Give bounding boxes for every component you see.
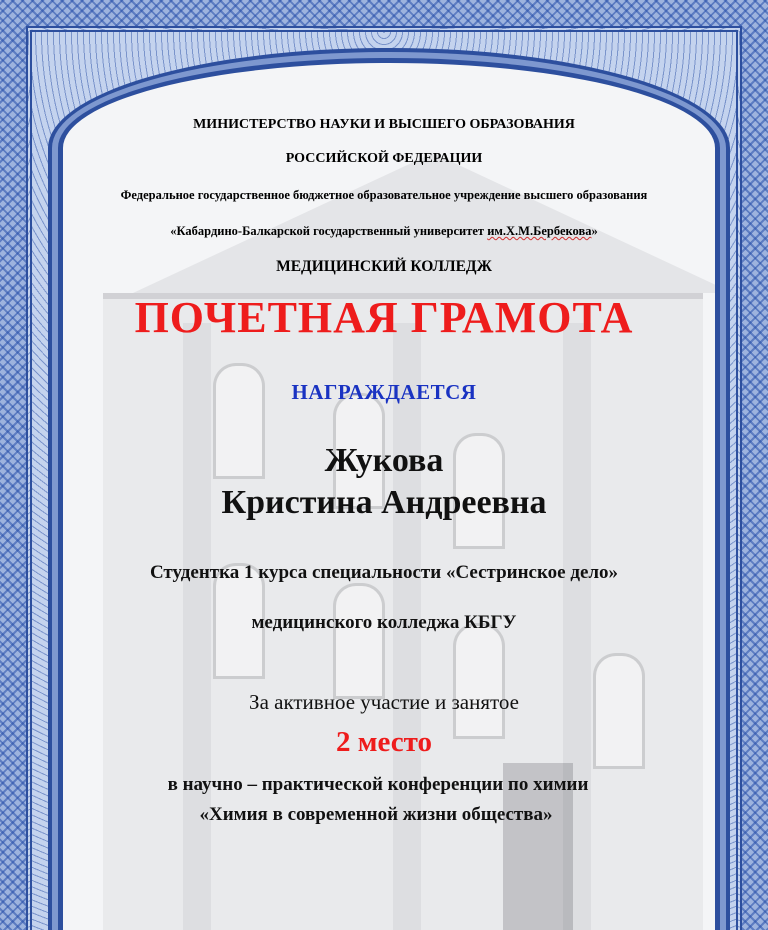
place-awarded: 2 место [336, 726, 432, 758]
event-line-2: «Химия в современной жизни общества» [199, 804, 553, 825]
award-reason: За активное участие и занятое [249, 690, 519, 714]
university-name-prefix: «Кабардино-Балкарской государственный университет [170, 224, 488, 238]
university-name [58, 224, 710, 239]
recipient-surname: Жукова [324, 442, 444, 479]
student-description: Студентка 1 курса специальности «Сестринское дело» [149, 562, 619, 583]
ministry-line-1: МИНИСТЕРСТВО НАУКИ И ВЫСШЕГО ОБРАЗОВАНИЯ [193, 117, 575, 132]
ministry-line-2: РОССИЙСКОЙ ФЕДЕРАЦИИ [285, 151, 483, 166]
recipient-given-names: Кристина Андреевна [221, 484, 547, 521]
certificate-text [58, 0, 710, 930]
awarded-label: НАГРАЖДАЕТСЯ [291, 380, 477, 404]
university-name-spellcheck: им.Х.М.Бербекова [487, 224, 592, 238]
college-name: МЕДИЦИНСКИЙ КОЛЛЕДЖ [276, 258, 492, 275]
university-name-suffix: » [591, 224, 598, 238]
certificate-title: ПОЧЕТНАЯ ГРАМОТА [134, 293, 634, 342]
college-description: медицинского колледжа КБГУ [251, 612, 517, 633]
event-line-1: в научно – практической конференции по химии [167, 774, 589, 795]
institution-type: Федеральное государственное бюджетное образовательное учреждение высшего образования [120, 188, 648, 202]
